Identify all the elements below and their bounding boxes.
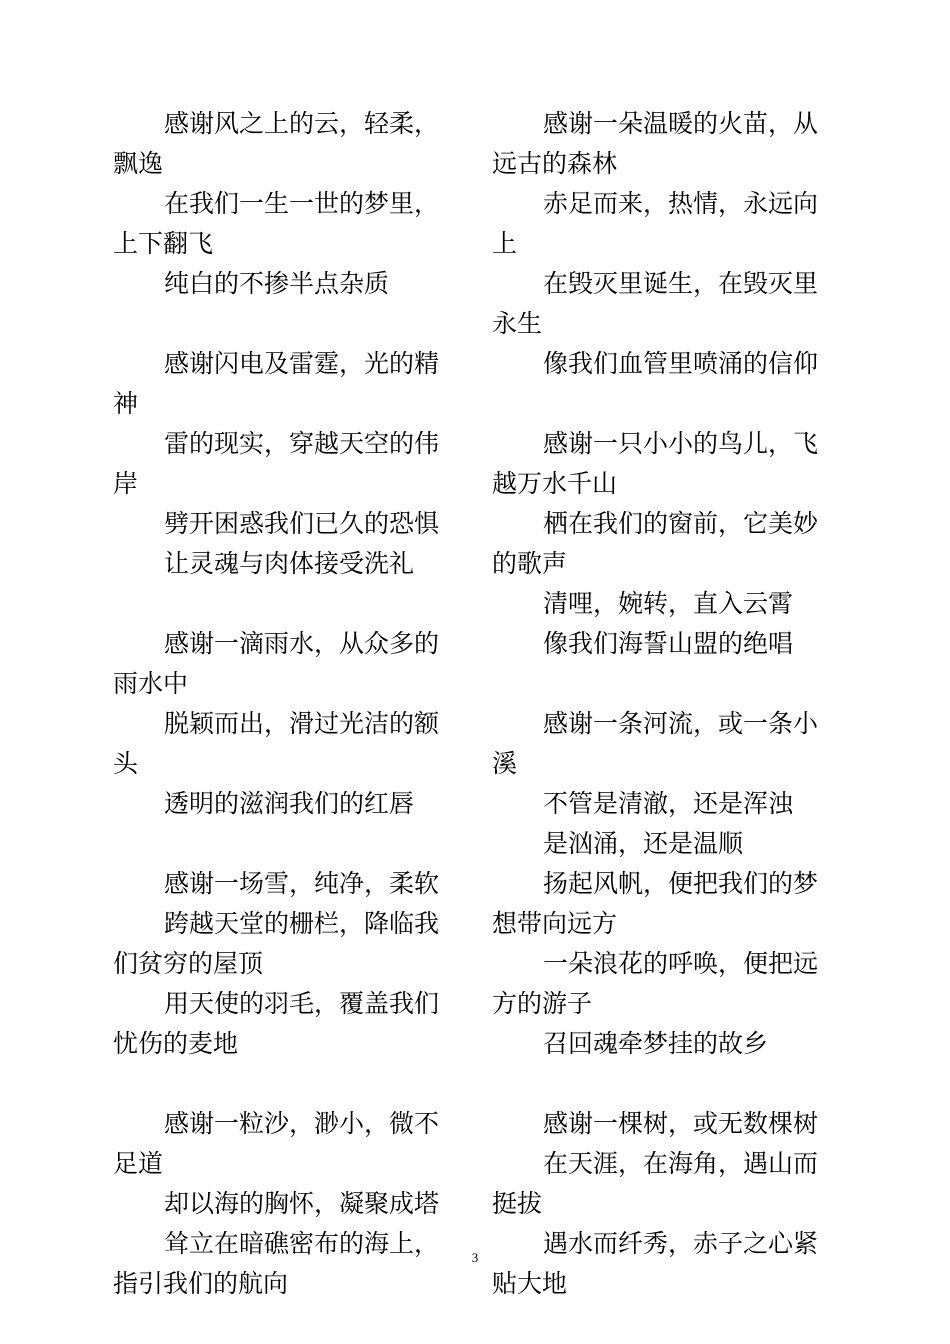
poem-line: 耸立在暗礁密布的海上，指引我们的航向 <box>113 1229 440 1298</box>
poem-line: 像我们血管里喷涌的信仰 <box>543 349 819 378</box>
poem-line: 是汹涌，还是温顺 <box>543 829 744 858</box>
poem-line: 在天涯，在海角，遇山而挺拔 <box>492 1149 819 1218</box>
stanza <box>113 864 463 1064</box>
poem-line: 像我们海誓山盟的绝唱 <box>543 629 794 658</box>
poem-line: 清哩，婉转，直入云霄 <box>543 589 794 618</box>
poem-line: 感谢一棵树，或无数棵树 <box>543 1109 819 1138</box>
poem-column-left <box>113 104 463 1344</box>
poem-line: 感谢一滴雨水，从众多的雨水中 <box>113 629 440 698</box>
poem-line: 脱颖而出，滑过光洁的额头 <box>113 709 440 778</box>
poem-line: 召回魂牵梦挂的故乡 <box>543 1029 769 1058</box>
poem-line: 感谢一条河流，或一条小溪 <box>492 709 819 778</box>
stanza <box>492 104 842 384</box>
poem-line: 感谢一朵温暖的火苗，从远古的森林 <box>492 109 819 178</box>
stanza <box>492 704 842 1064</box>
poem-line: 用天使的羽毛，覆盖我们忧伤的麦地 <box>113 989 440 1058</box>
poem-line: 雷的现实，穿越天空的伟岸 <box>113 429 440 498</box>
stanza <box>113 104 463 304</box>
poem-line: 赤足而来，热情，永远向上 <box>492 189 819 258</box>
poem-column-right <box>492 104 842 1344</box>
poem-line: 纯白的不掺半点杂质 <box>164 269 390 298</box>
stanza <box>492 424 842 664</box>
poem-line: 感谢风之上的云，轻柔，飘逸 <box>113 109 440 178</box>
stanza <box>113 344 463 584</box>
poem-line: 透明的滋润我们的红唇 <box>164 789 415 818</box>
stanza <box>492 1104 842 1304</box>
stanza <box>113 1104 463 1304</box>
page-number: 3 <box>471 1250 479 1265</box>
poem-line: 一朵浪花的呼唤，便把远方的游子 <box>492 949 819 1018</box>
poem-line: 不管是清澈，还是浑浊 <box>543 789 794 818</box>
poem-line: 在毁灭里诞生，在毁灭里永生 <box>492 269 819 338</box>
poem-line: 跨越天堂的栅栏，降临我们贫穷的屋顶 <box>113 909 440 978</box>
poem-line: 在我们一生一世的梦里，上下翻飞 <box>113 189 440 258</box>
poem-line: 感谢一粒沙，渺小，微不足道 <box>113 1109 440 1178</box>
poem-line: 遇水而纤秀，赤子之心紧贴大地 <box>492 1229 819 1298</box>
poem-line: 栖在我们的窗前，它美妙的歌声 <box>492 509 819 578</box>
poem-line: 感谢一只小小的鸟儿，飞越万水千山 <box>492 429 819 498</box>
poem-line: 感谢闪电及雷霆，光的精神 <box>113 349 440 418</box>
poem-line: 感谢一场雪，纯净，柔软 <box>164 869 440 898</box>
poem-line: 却以海的胸怀，凝聚成塔 <box>164 1189 440 1218</box>
stanza <box>113 624 463 824</box>
poem-line: 劈开困惑我们已久的恐惧 <box>164 509 440 538</box>
poem-line: 扬起风帆，便把我们的梦想带向远方 <box>492 869 819 938</box>
poem-line: 让灵魂与肉体接受洗礼 <box>164 549 415 578</box>
